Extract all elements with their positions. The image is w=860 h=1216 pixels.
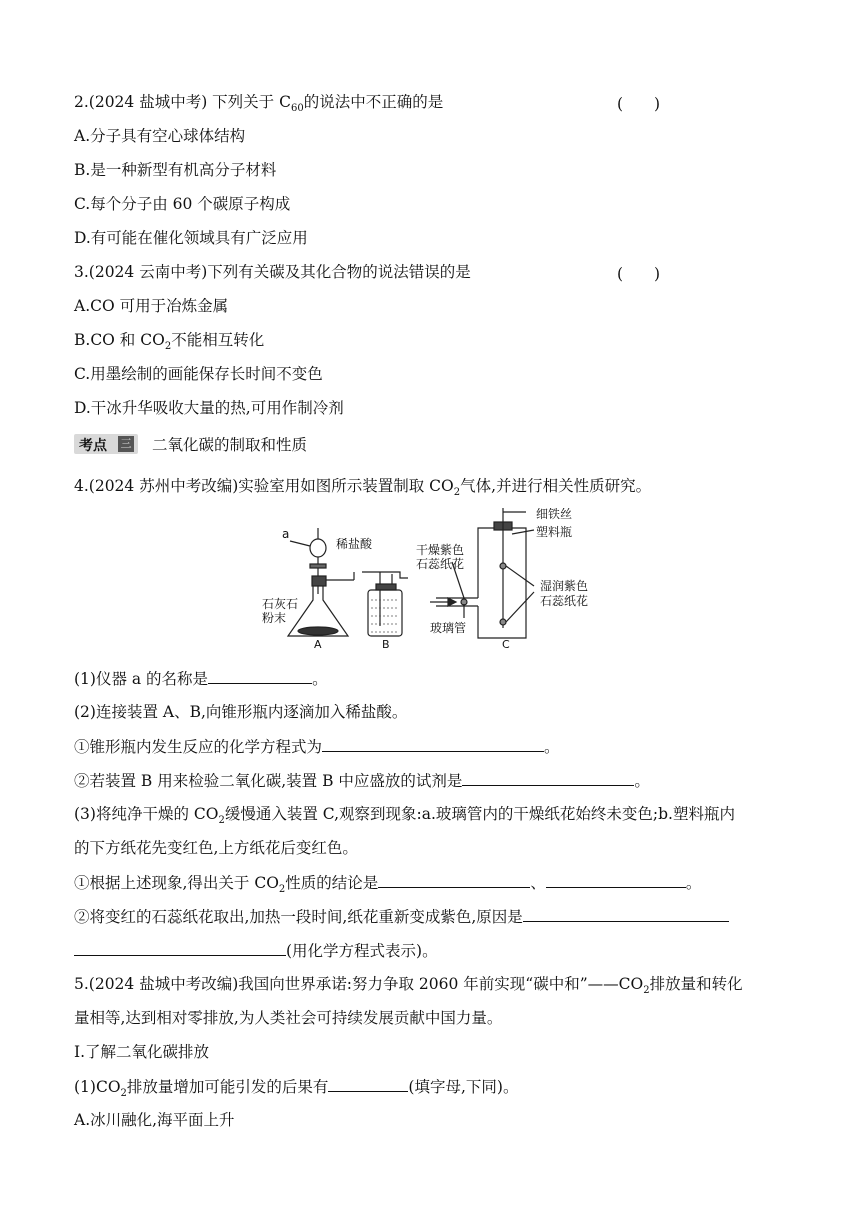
label-apparatus-b: B: [382, 638, 390, 650]
q4-part1: (1)仪器 a 的名称是 。: [74, 670, 328, 688]
q3-option-c: C.用墨绘制的画能保存长时间不变色: [74, 365, 323, 383]
q4-blank-reagent[interactable]: [462, 770, 634, 786]
label-limestone-1: 石灰石: [262, 597, 299, 611]
label-iron-wire: 细铁丝: [536, 508, 573, 521]
q4-part3-2: ②将变红的石蕊纸花取出,加热一段时间,纸花重新变成紫色,原因是: [74, 906, 729, 927]
q4-part3-2-line2: (用化学方程式表示)。: [74, 940, 438, 961]
label-dry-flower-1: 干燥紫色: [416, 543, 465, 557]
label-limestone-2: 粉末: [262, 611, 287, 625]
q4-blank-conclusion-2[interactable]: [546, 872, 686, 888]
label-apparatus-c: C: [502, 638, 510, 650]
label-apparatus-a: A: [314, 638, 322, 650]
section-badge: [74, 434, 138, 454]
q4-part3-line2: 的下方纸花先变红色,上方纸花后变红色。: [74, 839, 358, 857]
section-badge-label: 考点: [79, 438, 107, 454]
label-a: a: [282, 527, 290, 541]
q4-part2-1: ①锥形瓶内发生反应的化学方程式为 。: [74, 738, 560, 756]
q2-option-c: C.每个分子由 60 个碳原子构成: [74, 195, 291, 213]
q4-blank-reason-1[interactable]: [523, 906, 729, 922]
q4-blank-equation[interactable]: [322, 736, 544, 752]
q3-option-d: D.干冰升华吸收大量的热,可用作制冷剂: [74, 399, 344, 417]
label-dry-flower-2: 石蕊纸花: [416, 557, 465, 571]
q5-stem-line2: 量相等,达到相对零排放,为人类社会可持续发展贡献中国力量。: [74, 1009, 503, 1027]
apparatus-figure: [250, 508, 620, 650]
q5-blank-1[interactable]: [328, 1076, 408, 1092]
q4-blank-1[interactable]: [208, 668, 312, 684]
q4-part3-1: ①根据上述现象,得出关于 $CO_2$性质的结论是 、 。: [74, 874, 702, 896]
q5-part-1-heading: Ⅰ.了解二氧化碳排放: [74, 1043, 210, 1061]
q5-part1: $(1)CO_2$排放量增加可能引发的后果有 (填字母,下同)。: [74, 1078, 519, 1100]
label-dilute-hcl: 稀盐酸: [336, 537, 373, 551]
q4-blank-conclusion-1[interactable]: [378, 872, 530, 888]
q3-stem: 3.(2024 云南中考)下列有关碳及其化合物的说法错误的是: [74, 263, 471, 281]
q3-option-b: B.CO 和 $CO_2$不能相互转化: [74, 331, 265, 353]
q4-stem: 4.(2024 苏州中考改编)实验室用如图所示装置制取 $CO_2$气体,并进行相关性质研究。: [74, 477, 652, 499]
q2-answer-paren[interactable]: ( ): [617, 95, 661, 113]
q4-part2: (2)连接装置 A、B,向锥形瓶内逐滴加入稀盐酸。: [74, 703, 408, 721]
q4-part2-2: ②若装置 B 用来检验二氧化碳,装置 B 中应盛放的试剂是 。: [74, 772, 650, 790]
label-plastic-bottle: 塑料瓶: [536, 525, 573, 539]
q4-blank-reason-2[interactable]: [74, 940, 286, 956]
q5-stem: 5.(2024 盐城中考改编)我国向世界承诺:努力争取 2060 年前实现“碳中和$”——CO_2$排放量和转化: [74, 975, 743, 997]
q4-part3: (3)将纯净干燥的 $CO_2$缓慢通入装置 C,观察到现象:a.玻璃管内的干燥纸花始终未变色;b.塑料瓶内: [74, 805, 735, 827]
q3-option-a: A.CO 可用于冶炼金属: [74, 297, 229, 315]
q2-stem: 2.(2024 盐城中考) 下列关于 $C_{60}$的说法中不正确的是: [74, 93, 444, 115]
label-wet-flower-1: 湿润紫色: [540, 579, 589, 593]
q5-option-a: A.冰川融化,海平面上升: [74, 1111, 235, 1129]
section-title: 二氧化碳的制取和性质: [152, 436, 308, 454]
q2-option-b: B.是一种新型有机高分子材料: [74, 161, 277, 179]
q3-answer-paren[interactable]: ( ): [617, 265, 661, 283]
label-wet-flower-2: 石蕊纸花: [540, 594, 589, 608]
label-glass-tube: 玻璃管: [430, 621, 467, 635]
q2-option-d: D.有可能在催化领域具有广泛应用: [74, 229, 308, 247]
q2-option-a: A.分子具有空心球体结构: [74, 127, 246, 145]
section-badge-number: 三: [118, 436, 134, 452]
